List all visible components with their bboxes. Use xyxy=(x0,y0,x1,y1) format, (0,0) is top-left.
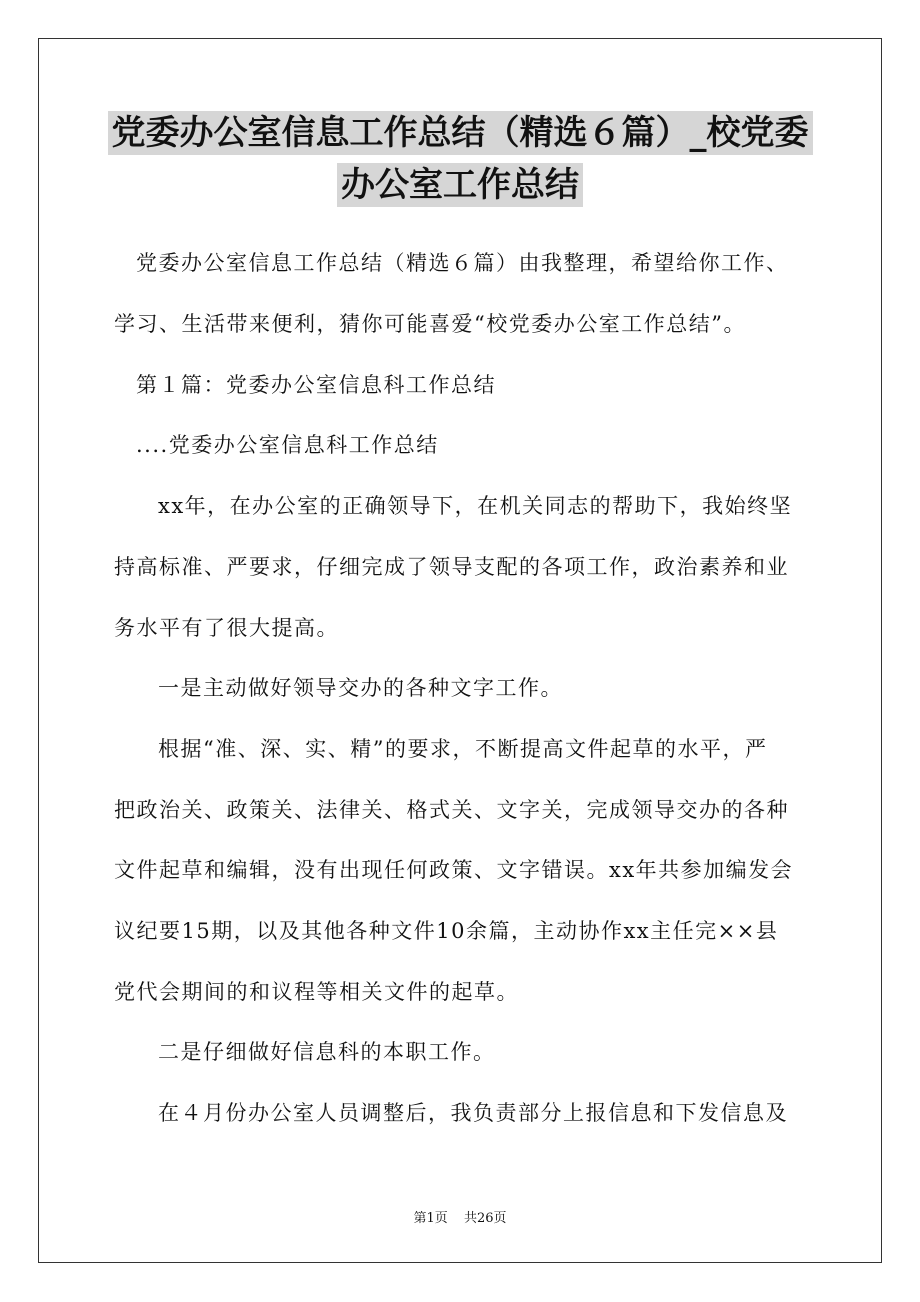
paragraph-line: 文件起草和编辑，没有出现任何政策、文字错误。xx年共参加编发会 xyxy=(114,858,794,882)
paragraph-line: 根据“准、深、实、精”的要求，不断提高文件起草的水平，严 xyxy=(158,737,768,761)
section-subheading-1: ....党委办公室信息科工作总结 xyxy=(136,433,439,457)
paragraph-line: 把政治关、政策关、法律关、格式关、文字关，完成领导交办的各种 xyxy=(114,798,789,822)
document-title-line-1: 党委办公室信息工作总结（精选６篇）_校党委 xyxy=(100,113,820,153)
section-heading-1: 第１篇：党委办公室信息科工作总结 xyxy=(136,373,496,397)
paragraph-intro-line-1: 党委办公室信息工作总结（精选６篇）由我整理，希望给你工作、 xyxy=(136,251,789,275)
paragraph-intro-line-2: 学习、生活带来便利，猜你可能喜爱“校党委办公室工作总结”。 xyxy=(114,312,746,336)
document-title-line-2: 办公室工作总结 xyxy=(100,165,820,205)
page-total: 共26页 xyxy=(463,1211,507,1226)
paragraph-line: 一是主动做好领导交办的各种文字工作。 xyxy=(158,676,563,700)
page-number: 第1页 xyxy=(413,1211,448,1226)
paragraph-line: 二是仔细做好信息科的本职工作。 xyxy=(158,1040,496,1064)
paragraph-line: 务水平有了很大提高。 xyxy=(114,616,339,640)
paragraph-line: 持高标准、严要求，仔细完成了领导支配的各项工作，政治素养和业 xyxy=(114,555,789,579)
paragraph-line: 在４月份办公室人员调整后，我负责部分上报信息和下发信息及 xyxy=(158,1101,788,1125)
paragraph-line: xx年，在办公室的正确领导下，在机关同志的帮助下，我始终坚 xyxy=(158,494,793,518)
paragraph-line: 党代会期间的和议程等相关文件的起草。 xyxy=(114,980,519,1004)
page-footer xyxy=(0,1207,920,1226)
paragraph-line: 议纪要15期，以及其他各种文件10余篇，主动协作xx主任完××县 xyxy=(114,919,779,943)
